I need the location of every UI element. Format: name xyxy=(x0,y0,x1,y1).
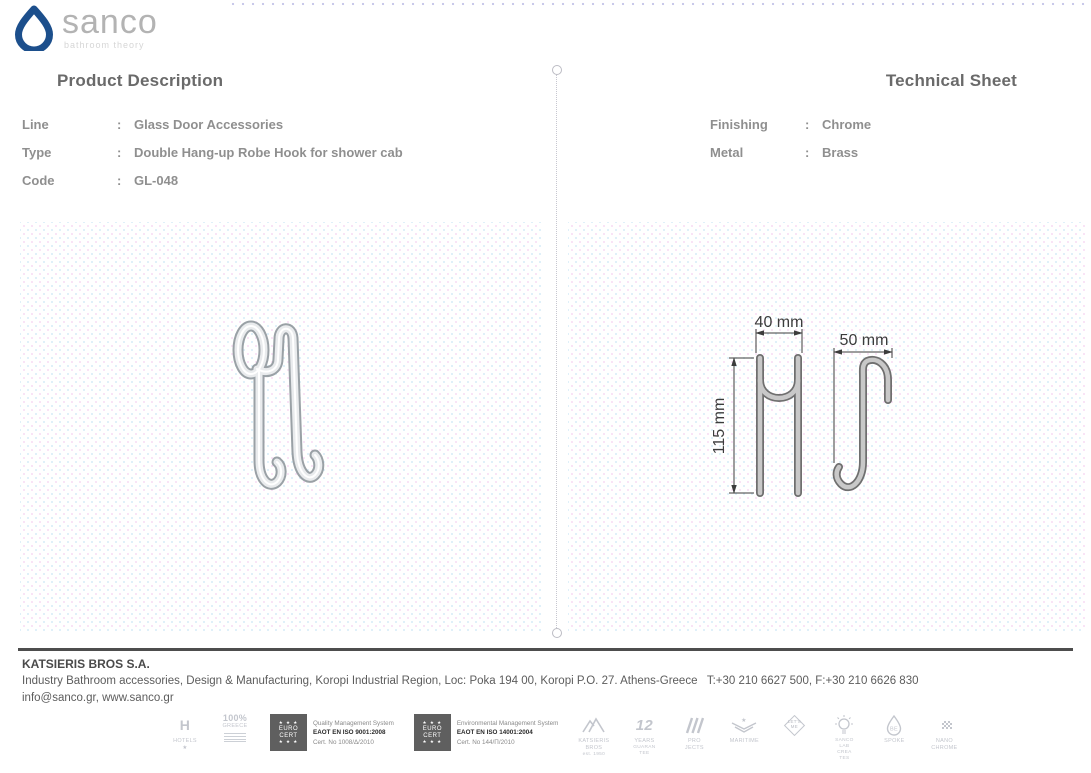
field-label: Type xyxy=(22,145,52,160)
iso9001-line2: EAOT EN ISO 9001:2008 xyxy=(313,729,386,737)
brand-tagline: bathroom theory xyxy=(64,40,145,50)
maritime-chevron-icon xyxy=(730,714,758,736)
field-row-line xyxy=(22,117,403,132)
sancolab-line1: SANCO xyxy=(835,738,854,743)
technical-drawing xyxy=(710,300,930,510)
company-address: Industry Bathroom accessories, Design & Manufacturing, Koropi Industrial Region, Loc: Poka 194 00, Koropi P.O. 27. Athens-Greece T:+30 210 6627 500, F:+30 210 6626 830 xyxy=(22,675,919,687)
hotels-h-icon: H xyxy=(179,717,191,733)
field-label: Line xyxy=(22,117,49,132)
field-row-code xyxy=(22,173,403,188)
top-dotted-divider xyxy=(228,2,1091,6)
center-divider xyxy=(556,70,557,632)
footer-rule xyxy=(18,648,1073,651)
eurocert-badge-icon xyxy=(270,714,307,751)
iso14001-line1: Environmental Management System xyxy=(456,720,559,727)
greece-100-label: 100% xyxy=(222,713,248,723)
cert-lets-me xyxy=(779,714,809,736)
dimension-lines xyxy=(729,329,892,493)
field-colon: : xyxy=(117,173,122,188)
field-colon: : xyxy=(805,145,810,160)
field-row-metal xyxy=(710,145,871,160)
product-photo-area xyxy=(20,222,541,632)
nano-line2: CHROME xyxy=(931,744,958,751)
projects-line2: JECTS xyxy=(684,744,704,751)
field-value: Double Hang-up Robe Hook for shower cab xyxy=(134,145,403,160)
badge-cert: CERT xyxy=(423,732,442,739)
cert-100-greece xyxy=(220,714,250,742)
divider-dot-bottom xyxy=(552,628,562,638)
badge-stars: ★ ★ ★ xyxy=(422,739,443,745)
dim-width-label: 40 mm xyxy=(754,314,804,331)
iso9001-text xyxy=(313,714,394,747)
greece-label: GREECE xyxy=(222,723,248,729)
field-colon: : xyxy=(117,145,122,160)
field-row-finishing xyxy=(710,117,871,132)
twelve-icon: 12 xyxy=(635,716,654,734)
lightbulb-icon xyxy=(832,714,856,736)
letsme-line1: LET'S xyxy=(787,719,802,724)
iso14001-line2: EAOT EN ISO 14001:2004 xyxy=(456,729,533,737)
hotels-star-icon: ★ xyxy=(182,744,188,751)
technical-sheet-title: Technical Sheet xyxy=(885,71,1017,90)
svg-text:★: ★ xyxy=(741,718,748,724)
bespoke-inner: BE xyxy=(890,726,899,733)
badge-euro: EURO xyxy=(422,725,443,732)
katsieris-line3: est. 1950 xyxy=(582,751,606,757)
product-photo-hook xyxy=(180,282,400,512)
sancolab-line3: CREA xyxy=(837,749,852,755)
cert-iso9001 xyxy=(270,714,394,751)
field-value: Chrome xyxy=(822,117,872,132)
field-label: Metal xyxy=(710,145,744,160)
sancolab-line4: TES xyxy=(839,755,850,761)
letsme-line2: ME xyxy=(790,724,798,730)
cert-katsieris xyxy=(578,714,609,758)
drop-be-icon xyxy=(884,714,904,736)
greece-lines-icon xyxy=(224,732,246,742)
side-view-hook xyxy=(837,360,888,487)
dim-depth-label: 50 mm xyxy=(839,332,889,349)
front-view-hook xyxy=(760,358,798,493)
field-colon: : xyxy=(117,117,122,132)
nano-line1: NANO xyxy=(935,738,953,744)
field-value: Brass xyxy=(822,145,859,160)
mountains-icon xyxy=(581,714,607,736)
cert-bespoke xyxy=(879,714,909,745)
checkered-flag-icon xyxy=(936,714,952,736)
field-colon: : xyxy=(805,117,810,132)
field-label: Code xyxy=(22,173,55,188)
cert-hotels xyxy=(170,714,200,752)
iso14001-line3: Cert. No 144/Π/2010 xyxy=(456,738,515,746)
cert-iso14001 xyxy=(414,714,559,751)
badge-stars: ★ ★ ★ xyxy=(278,720,299,726)
sanco-logo xyxy=(14,5,158,51)
projects-line1: PRO xyxy=(687,738,701,744)
certification-strip xyxy=(170,714,959,762)
field-row-type xyxy=(22,145,403,160)
field-value: GL-048 xyxy=(134,173,179,188)
dim-height-label: 115 mm xyxy=(711,397,728,455)
maritime-label: MARITIME xyxy=(729,738,760,744)
cert-12-years xyxy=(629,714,659,757)
field-value: Glass Door Accessories xyxy=(134,117,284,132)
katsieris-line2: BROS xyxy=(585,744,603,751)
sanco-drop-icon xyxy=(14,5,54,51)
brand-name: sanco xyxy=(62,3,158,41)
product-description-title: Product Description xyxy=(57,71,224,90)
hotels-label: HOTELS xyxy=(173,738,197,744)
divider-dot-top xyxy=(552,65,562,75)
cert-sanco-lab xyxy=(829,714,859,762)
technical-drawing-area xyxy=(568,222,1085,632)
eurocert-badge-icon xyxy=(414,714,451,751)
technical-fields xyxy=(710,117,871,173)
sancolab-line2: LAB xyxy=(839,743,850,749)
company-contact: info@sanco.gr, www.sanco.gr xyxy=(22,692,174,704)
field-label: Finishing xyxy=(710,117,768,132)
years-line1: YEARS xyxy=(634,738,655,744)
product-fields xyxy=(22,117,403,201)
badge-stars: ★ ★ ★ xyxy=(278,739,299,745)
cert-maritime xyxy=(729,714,759,745)
diamond-icon xyxy=(783,714,805,736)
cert-projects xyxy=(679,714,709,752)
katsieris-line1: KATSIERIS xyxy=(578,738,610,744)
badge-euro: EURO xyxy=(278,725,299,732)
iso14001-text xyxy=(457,714,559,747)
badge-stars: ★ ★ ★ xyxy=(422,720,443,726)
years-line2: GUARAN xyxy=(633,744,656,750)
iso9001-line1: Quality Management System xyxy=(313,720,394,727)
company-name: KATSIERIS BROS S.A. xyxy=(22,657,150,671)
logo-text xyxy=(62,5,158,50)
stripes-icon xyxy=(685,714,704,736)
badge-cert: CERT xyxy=(279,732,298,739)
bespoke-label: SPOKE xyxy=(884,738,905,744)
years-line3: TEE xyxy=(639,750,650,756)
iso9001-line3: Cert. No 1008/Δ/2010 xyxy=(313,738,374,746)
cert-nano-chrome xyxy=(929,714,959,752)
